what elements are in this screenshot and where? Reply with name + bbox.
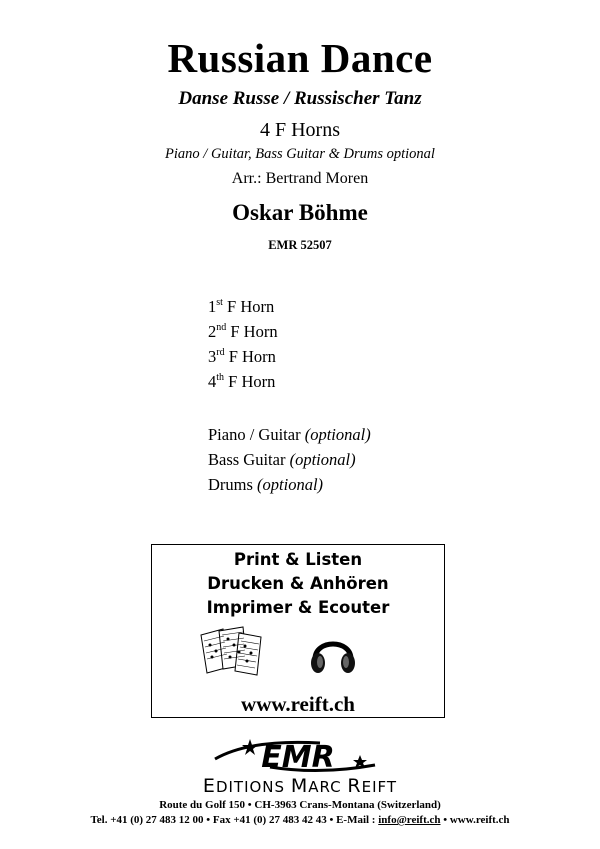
list-item: Piano / Guitar (optional) [208, 425, 371, 444]
sheet-music-icon [199, 625, 269, 677]
emr-logo [210, 737, 390, 777]
list-item: Drums (optional) [208, 475, 324, 494]
headphones-icon [308, 629, 358, 677]
composer: Oskar Böhme [232, 200, 368, 225]
svg-text:EMR: EMR [261, 740, 335, 775]
list-item: 3rd F Horn [208, 346, 276, 366]
list-item: 4th F Horn [208, 371, 276, 391]
list-item: Bass Guitar (optional) [208, 450, 356, 469]
list-item: 2nd F Horn [208, 321, 278, 341]
page-title: Russian Dance [167, 35, 433, 81]
subtitle: Danse Russe / Russischer Tanz [178, 88, 422, 109]
optional-parts-list [208, 422, 371, 497]
arranger: Arr.: Bertrand Moren [231, 170, 369, 187]
publisher-name: EDITIONS MARC REIFT [202, 775, 398, 797]
print-listen-en: Print & Listen [233, 550, 363, 569]
publisher-address: Route du Golf 150 • CH-3963 Crans-Montana (Switzerland) [159, 799, 441, 811]
list-item: 1st F Horn [208, 296, 275, 316]
publisher-contact: Tel. +41 (0) 27 483 12 00 • Fax +41 (0) 27 483 42 43 • E-Mail : info@reift.ch • www.reift.ch [90, 814, 510, 826]
ensemble: 4 F Horns [259, 119, 340, 141]
optional-instruments: Piano / Guitar, Bass Guitar & Drums optional [165, 146, 435, 162]
print-listen-box [151, 544, 445, 718]
print-listen-de: Drucken & Anhören [207, 574, 389, 593]
email-link[interactable]: info@reift.ch [378, 814, 441, 826]
catalog-number: EMR 52507 [268, 238, 332, 252]
website-link[interactable]: www.reift.ch [241, 692, 355, 716]
horn-parts-list [208, 294, 278, 394]
print-listen-fr: Imprimer & Ecouter [206, 598, 390, 617]
